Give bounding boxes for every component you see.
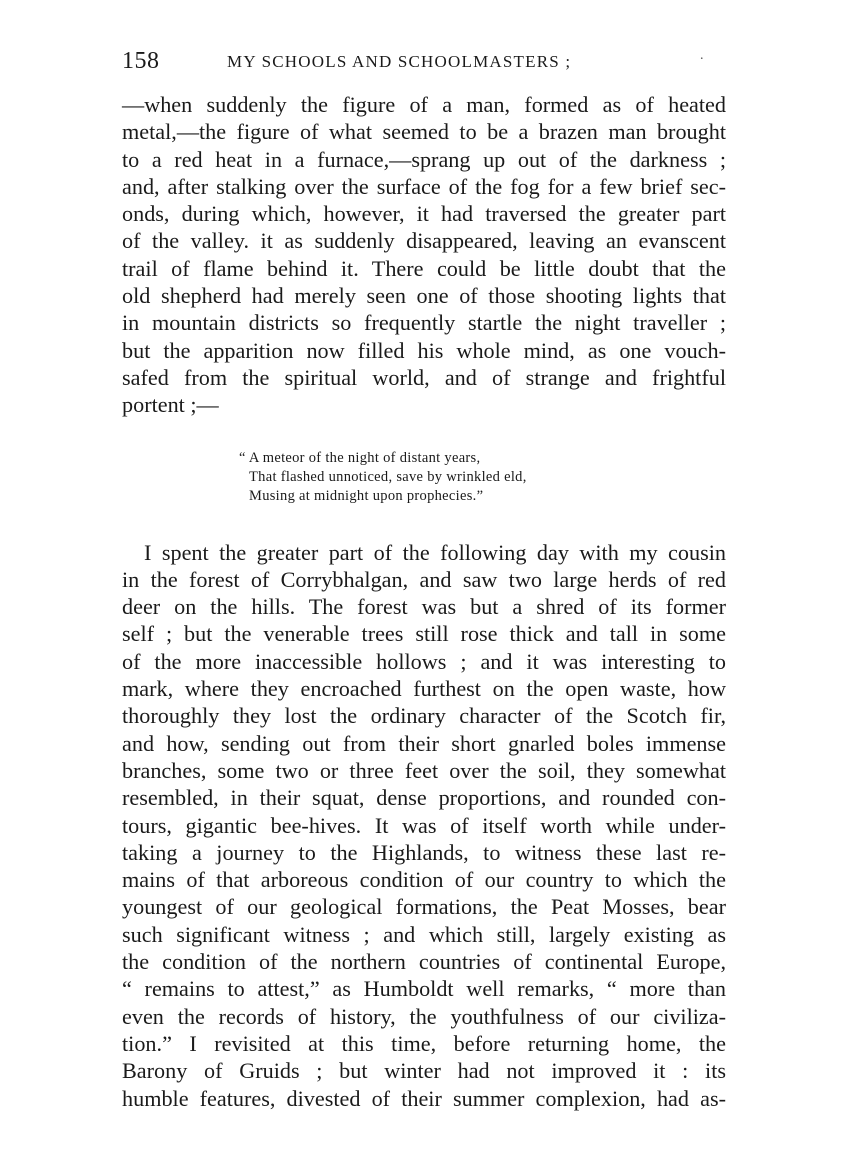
text-line: onds, during which, however, it had traversed the greater part — [122, 201, 726, 227]
text-line: I spent the greater part of the following day with my cousin — [144, 539, 726, 565]
paragraph-new — [122, 539, 726, 1112]
verse-line: That flashed unnoticed, save by wrinkled eld, — [249, 468, 527, 485]
text-line: branches, some two or three feet over the soil, they somewhat — [122, 757, 726, 783]
text-line: of the valley. it as suddenly disappeared, leaving an evanscent — [122, 228, 726, 254]
text-line: and how, sending out from their short gnarled boles immense — [122, 730, 726, 756]
text-line: Barony of Gruids ; but winter had not improved it : its — [122, 1058, 726, 1084]
page-number: 158 — [122, 48, 160, 74]
verse-line: “ A meteor of the night of distant years, — [239, 449, 481, 466]
text-line: resembled, in their squat, dense proportions, and rounded con- — [122, 785, 726, 811]
running-header — [122, 40, 726, 84]
text-line: mark, where they encroached furthest on the open waste, how — [122, 676, 726, 702]
text-line: tours, gigantic bee-hives. It was of itself worth while under- — [122, 812, 726, 838]
text-line: deer on the hills. The forest was but a shred of its former — [122, 594, 726, 620]
stray-mark: . — [700, 48, 704, 63]
text-line: mains of that arboreous condition of our country to which the — [122, 867, 726, 893]
text-line: —when suddenly the figure of a man, formed as of heated — [122, 92, 726, 117]
text-line: such significant witness ; and which still, largely existing as — [122, 921, 726, 947]
text-line: “ remains to attest,” as Humboldt well remarks, “ more than — [122, 976, 726, 1002]
text-line: and, after stalking over the surface of the fog for a few brief sec- — [122, 173, 726, 199]
text-line: thoroughly they lost the ordinary character of the Scotch fir, — [122, 703, 726, 729]
text-line: in the forest of Corrybhalgan, and saw two large herds of red — [122, 566, 726, 592]
text-line: old shepherd had merely seen one of those shooting lights that — [122, 283, 726, 309]
running-title: MY SCHOOLS AND SCHOOLMASTERS ; — [227, 52, 572, 71]
verse-quotation — [239, 449, 726, 506]
text-line: even the records of history, the youthfulness of our civiliza- — [122, 1003, 726, 1029]
text-line: youngest of our geological formations, the Peat Mosses, bear — [122, 894, 726, 920]
paragraph-continuation — [122, 91, 726, 419]
text-line: to a red heat in a furnace,—sprang up out of the darkness ; — [122, 146, 726, 172]
text-line: tion.” I revisited at this time, before returning home, the — [122, 1030, 726, 1056]
text-line: metal,—the figure of what seemed to be a brazen man brought — [122, 119, 726, 145]
text-line: in mountain districts so frequently startle the night traveller ; — [122, 310, 726, 336]
text-line: self ; but the venerable trees still rose thick and tall in some — [122, 621, 726, 647]
text-line: portent ;— — [122, 392, 219, 418]
text-line: of the more inaccessible hollows ; and it was interesting to — [122, 648, 726, 674]
text-line: but the apparition now filled his whole mind, as one vouch- — [122, 337, 726, 363]
text-line: taking a journey to the Highlands, to witness these last re- — [122, 839, 726, 865]
text-line: the condition of the northern countries of continental Europe, — [122, 949, 726, 975]
book-page — [122, 40, 726, 1112]
text-line: trail of flame behind it. There could be little doubt that the — [122, 255, 726, 281]
text-line: humble features, divested of their summer complexion, had as- — [122, 1085, 726, 1111]
text-line: safed from the spiritual world, and of strange and frightful — [122, 364, 726, 390]
verse-line: Musing at midnight upon prophecies.” — [249, 487, 484, 504]
